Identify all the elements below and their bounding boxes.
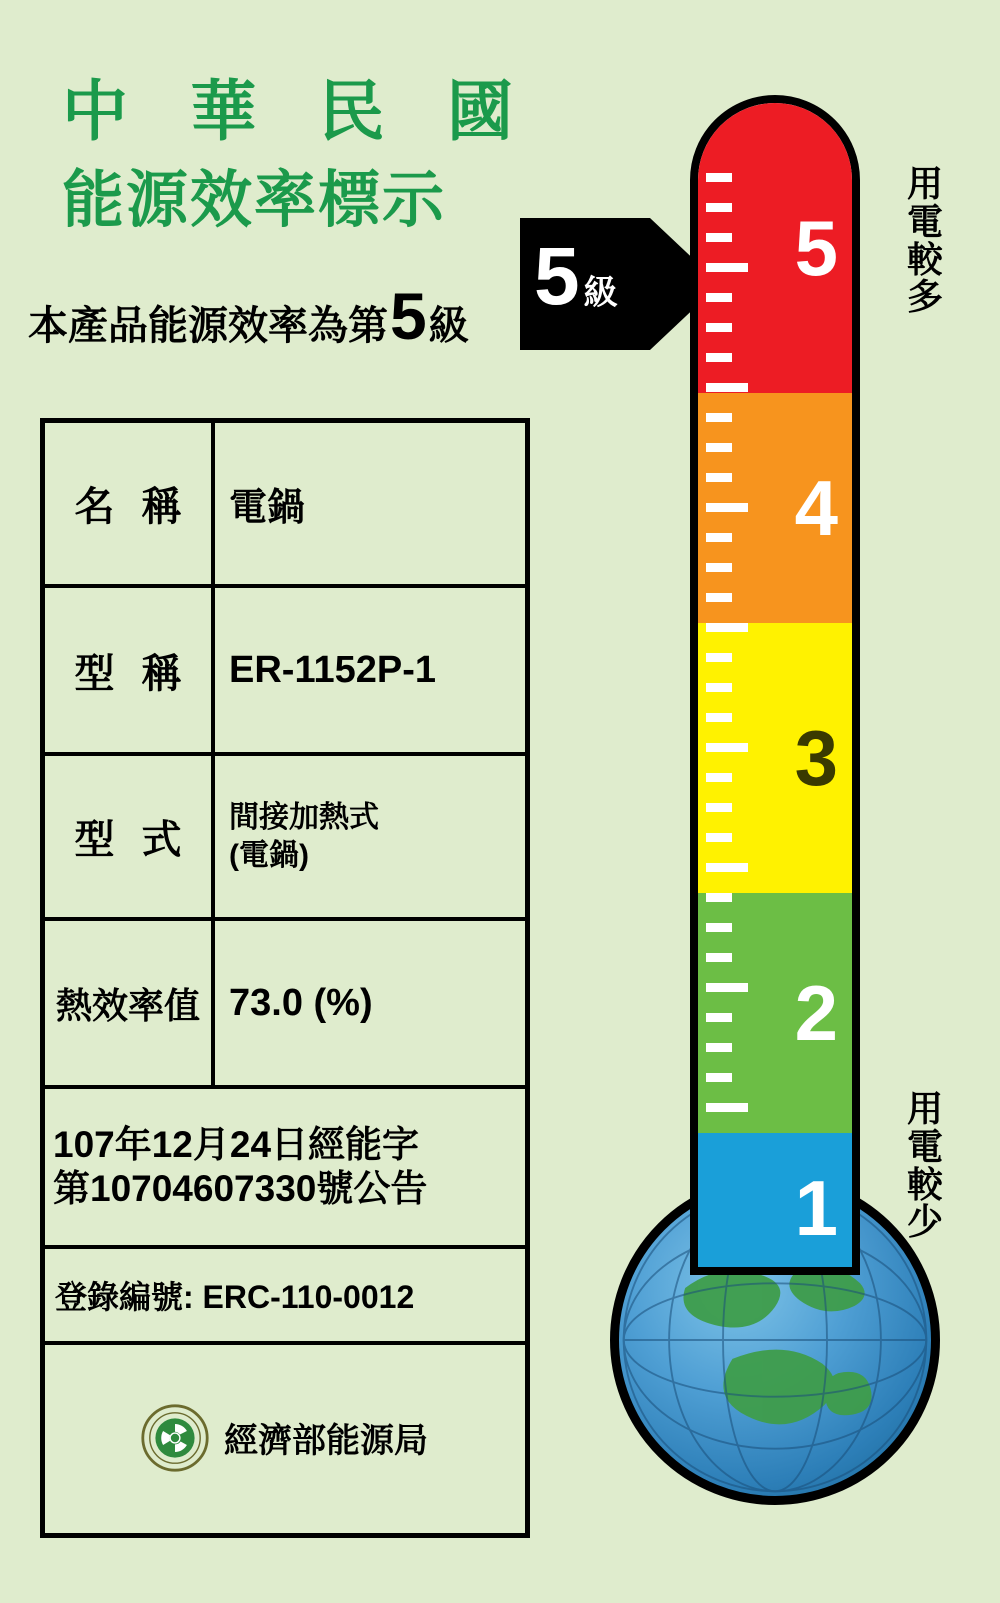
- row-value-type: [215, 756, 525, 917]
- row-value-model: ER-1152P-1: [229, 648, 437, 691]
- grade-arrow-text: [534, 231, 618, 322]
- label-title-line2: 能源效率標示: [62, 166, 447, 235]
- scale-band-2-label: 2: [794, 969, 838, 1057]
- scale-note-high-usage-c1: 用: [906, 163, 943, 204]
- scale-note-low-usage-c4: 少: [906, 1201, 943, 1243]
- scale-note-low-usage: [905, 1090, 945, 1241]
- label-title-line1: 中 華 民 國: [62, 74, 536, 148]
- row-label-type: 型 式: [45, 756, 215, 917]
- energy-scale-thermometer: [690, 95, 860, 1275]
- scale-note-high-usage-c2: 電: [906, 200, 943, 242]
- scale-note-high-usage: [905, 165, 945, 316]
- grade-statement-prefix: 本產品能源效率為第: [28, 304, 388, 348]
- table-row: [45, 423, 525, 588]
- scale-band-5-label: 5: [794, 204, 838, 292]
- scale-band-3-label: 3: [794, 714, 838, 802]
- row-label-name: 名 稱: [45, 423, 215, 584]
- public-notice: [45, 1089, 525, 1249]
- issuing-authority: [45, 1345, 525, 1530]
- row-value-name: 電鍋: [229, 487, 306, 529]
- table-row: [45, 756, 525, 921]
- registration-number: 登錄編號: ERC-110-0012: [45, 1249, 525, 1345]
- bureau-seal-icon: [140, 1403, 210, 1473]
- row-value-type-line2: (電鍋): [229, 838, 309, 872]
- grade-statement-suffix: 級: [428, 304, 469, 348]
- scale-note-high-usage-c3: 較: [906, 238, 943, 280]
- scale-note-low-usage-c3: 較: [906, 1163, 943, 1205]
- scale-note-low-usage-c1: 用: [906, 1088, 943, 1129]
- product-info-table: [40, 418, 530, 1538]
- table-row: [45, 921, 525, 1089]
- public-notice-line1: 107年12月24日經能字: [53, 1124, 420, 1166]
- scale-band-4-label: 4: [794, 464, 838, 552]
- public-notice-line2: 第10704607330號公告: [53, 1168, 428, 1209]
- thermometer-tube: [690, 95, 860, 1275]
- scale-ticks: [706, 103, 750, 1267]
- scale-band-1-label: 1: [794, 1164, 838, 1252]
- grade-arrow-suffix: 級: [583, 274, 618, 312]
- grade-arrow-number: 5: [534, 231, 580, 322]
- row-label-model: 型 稱: [45, 588, 215, 752]
- scale-note-high-usage-c4: 多: [906, 276, 943, 318]
- table-row: [45, 588, 525, 756]
- grade-statement-number: 5: [390, 279, 427, 353]
- row-value-efficiency: 73.0 (%): [229, 981, 373, 1024]
- row-value-type-line1: 間接加熱式: [229, 801, 379, 834]
- scale-note-low-usage-c2: 電: [906, 1125, 943, 1167]
- bureau-name: 經濟部能源局: [224, 1422, 428, 1460]
- row-label-efficiency: 熱效率值: [45, 921, 215, 1085]
- grade-statement: [28, 279, 469, 353]
